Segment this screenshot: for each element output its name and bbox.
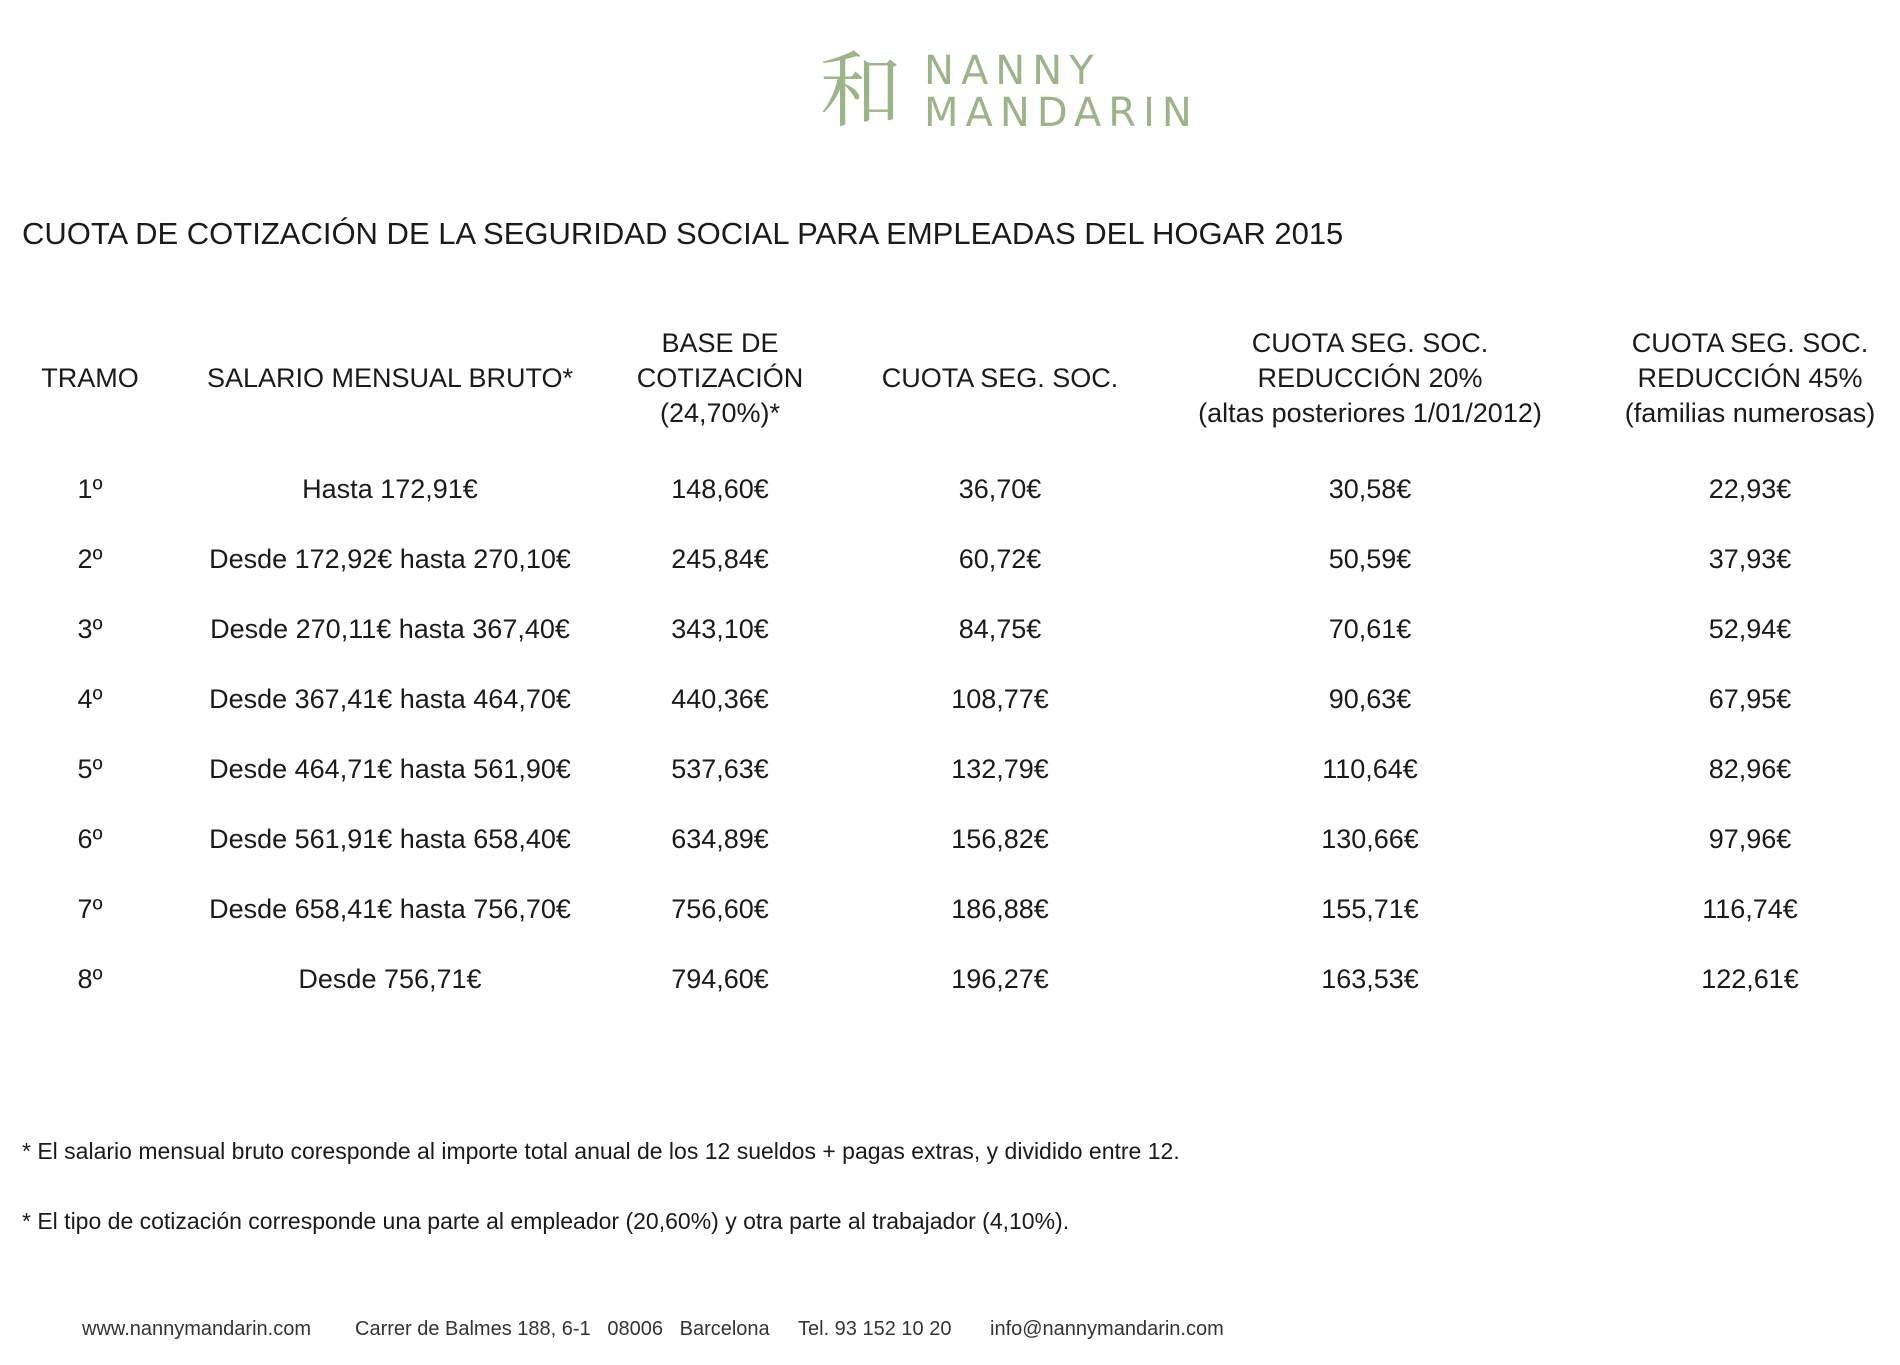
cell-cuota-20: 70,61€ <box>1328 614 1412 644</box>
brand-logo <box>820 44 1199 139</box>
header-cuota-reduccion-20: CUOTA SEG. SOC. REDUCCIÓN 20% (altas posteriores 1/01/2012) <box>1198 327 1542 428</box>
header-cuota: CUOTA SEG. SOC. <box>881 362 1119 393</box>
cell-cuota: 156,82€ <box>951 824 1049 854</box>
cell-salario: Desde 270,11€ hasta 367,40€ <box>210 614 570 644</box>
cell-base: 245,84€ <box>671 544 769 574</box>
cell-tramo: 6º <box>77 824 103 854</box>
table-row <box>0 944 1900 1014</box>
table-row <box>0 734 1900 804</box>
cell-cuota: 36,70€ <box>958 474 1042 504</box>
header-base: BASE DE COTIZACIÓN (24,70%)* <box>636 327 804 428</box>
footer-website-link[interactable]: www.nannymandarin.com <box>82 1318 311 1340</box>
logo-line-1: NANNY <box>924 48 1101 94</box>
cell-salario: Desde 658,41€ hasta 756,70€ <box>209 894 571 924</box>
cell-cuota: 132,79€ <box>951 754 1049 784</box>
footer-phone: Tel. 93 152 10 20 <box>798 1318 952 1340</box>
cell-tramo: 5º <box>77 754 103 784</box>
cell-cuota-20: 130,66€ <box>1321 824 1419 854</box>
table-body <box>0 454 1900 1014</box>
cell-salario: Desde 561,91€ hasta 658,40€ <box>209 824 571 854</box>
cell-cuota-45: 116,74€ <box>1702 894 1798 924</box>
table-row <box>0 664 1900 734</box>
cell-base: 343,10€ <box>671 614 769 644</box>
cell-base: 634,89€ <box>671 824 769 854</box>
cell-salario: Desde 172,92€ hasta 270,10€ <box>209 544 571 574</box>
cell-salario: Desde 367,41€ hasta 464,70€ <box>209 684 571 714</box>
cell-base: 794,60€ <box>671 964 769 994</box>
cell-base: 537,63€ <box>671 754 769 784</box>
table-row <box>0 594 1900 664</box>
table-row <box>0 874 1900 944</box>
cell-base: 756,60€ <box>671 894 769 924</box>
header-cuota-reduccion-45: CUOTA SEG. SOC. REDUCCIÓN 45% (familias numerosas) <box>1624 327 1876 428</box>
cell-cuota-20: 90,63€ <box>1328 684 1412 714</box>
cell-base: 440,36€ <box>671 684 769 714</box>
header-salario: SALARIO MENSUAL BRUTO* <box>206 362 574 393</box>
cell-cuota-45: 37,93€ <box>1708 544 1792 574</box>
footer-address: Carrer de Balmes 188, 6-1 08006 Barcelona <box>355 1318 770 1340</box>
cell-base: 148,60€ <box>671 474 769 504</box>
cell-cuota-20: 110,64€ <box>1322 754 1418 784</box>
cell-tramo: 8º <box>77 964 103 994</box>
cell-salario: Desde 756,71€ <box>298 964 482 994</box>
cell-cuota-45: 82,96€ <box>1708 754 1792 784</box>
cell-cuota-20: 50,59€ <box>1328 544 1412 574</box>
cell-cuota: 108,77€ <box>951 684 1049 714</box>
cell-cuota-45: 97,96€ <box>1708 824 1792 854</box>
cell-tramo: 2º <box>77 544 103 574</box>
logo-line-2: MANDARIN <box>924 90 1199 136</box>
cell-cuota: 186,88€ <box>951 894 1049 924</box>
cell-cuota: 60,72€ <box>958 544 1042 574</box>
cell-cuota-45: 122,61€ <box>1701 964 1799 994</box>
cell-cuota-45: 67,95€ <box>1708 684 1792 714</box>
cell-cuota-20: 155,71€ <box>1321 894 1419 924</box>
cell-tramo: 1º <box>77 474 103 504</box>
contribution-table <box>0 318 1900 994</box>
table-row <box>0 454 1900 524</box>
logo-wordmark <box>924 50 1199 134</box>
footnote-salario: * El salario mensual bruto coresponde al importe total anual de los 12 sueldos + pagas extras, y dividido entre 12. <box>22 1138 1180 1164</box>
cell-cuota: 84,75€ <box>958 614 1042 644</box>
footnote-cotizacion: * El tipo de cotización corresponde una parte al empleador (20,60%) y otra parte al trabajador (4,10%). <box>22 1208 1070 1234</box>
cell-cuota-20: 30,58€ <box>1328 474 1412 504</box>
table-header <box>0 318 1900 438</box>
cell-cuota-45: 52,94€ <box>1708 614 1792 644</box>
cell-cuota: 196,27€ <box>951 964 1049 994</box>
document-title: CUOTA DE COTIZACIÓN DE LA SEGURIDAD SOCIAL PARA EMPLEADAS DEL HOGAR 2015 <box>22 216 1344 251</box>
header-tramo: TRAMO <box>41 362 139 393</box>
cell-tramo: 4º <box>77 684 103 714</box>
logo-mark: 和 <box>820 44 903 139</box>
cell-tramo: 3º <box>77 614 103 644</box>
footer-email-link[interactable]: info@nannymandarin.com <box>990 1318 1224 1340</box>
cell-cuota-45: 22,93€ <box>1708 474 1792 504</box>
cell-salario: Hasta 172,91€ <box>302 474 478 504</box>
table-row <box>0 524 1900 594</box>
cell-salario: Desde 464,71€ hasta 561,90€ <box>209 754 571 784</box>
cell-cuota-20: 163,53€ <box>1321 964 1419 994</box>
table-row <box>0 804 1900 874</box>
cell-tramo: 7º <box>77 894 103 924</box>
